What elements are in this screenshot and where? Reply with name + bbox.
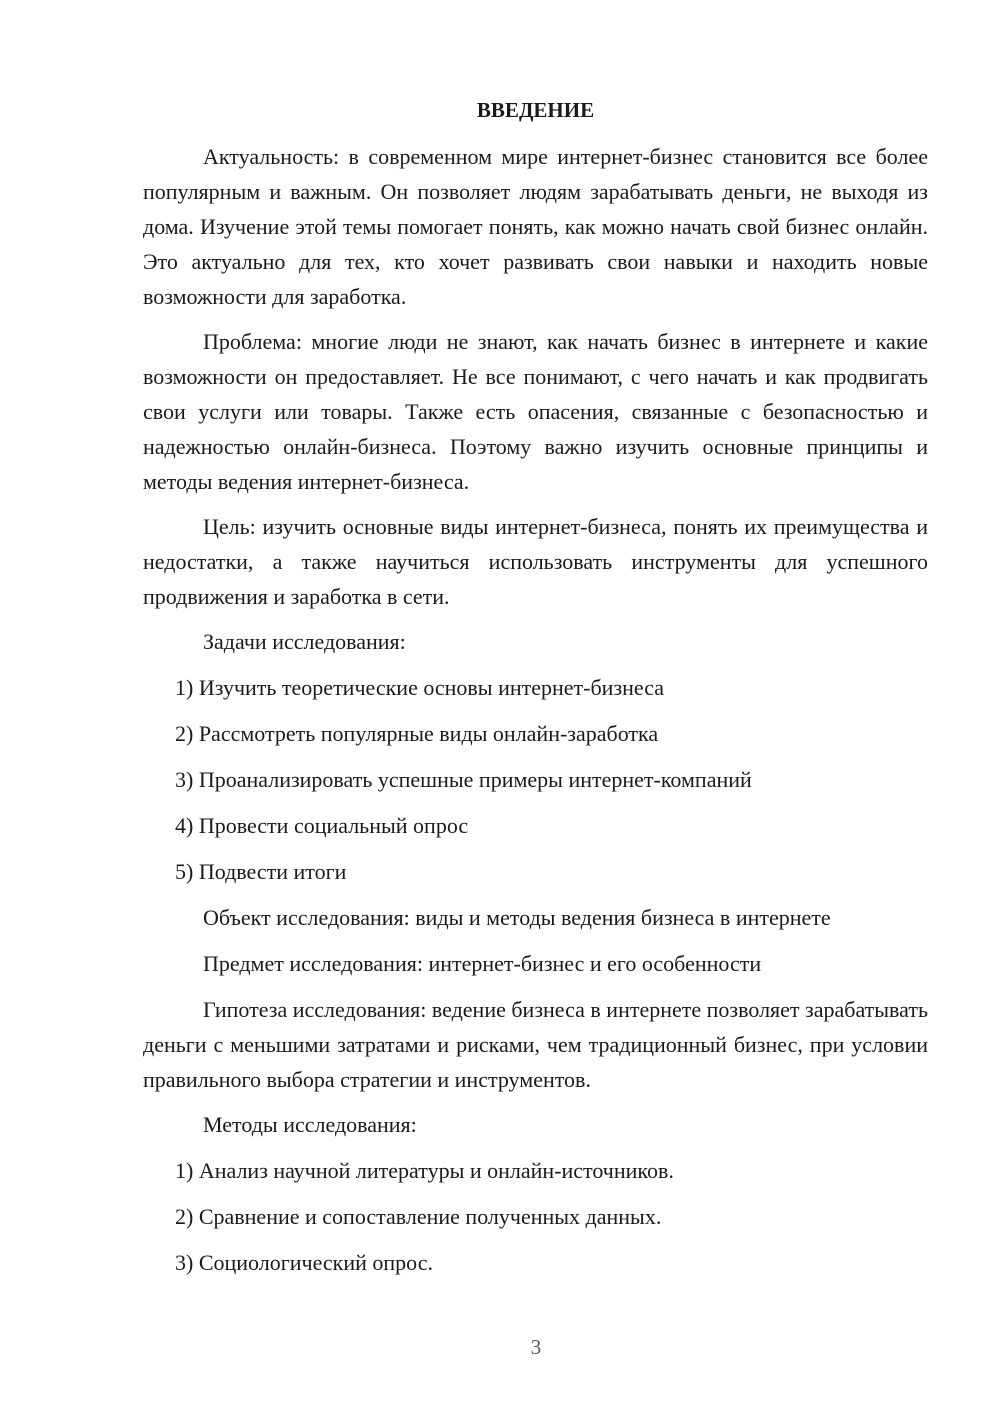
method-item: 1) Анализ научной литературы и онлайн-источников. [175,1158,674,1183]
method-item: 3) Социологический опрос. [175,1250,433,1275]
page-number: 3 [530,1335,542,1359]
hypothesis-paragraph: Гипотеза исследования: ведение бизнеса в интернете позволяет зарабатывать деньги с меньшими затратами и рисками, чем традиционный бизнес, при условии правильного выбора стратегии и инструментов. [143,997,928,1092]
section-title: ВВЕДЕНИЕ [476,98,595,122]
task-item: 1) Изучить теоретические основы интернет-бизнеса [175,675,665,700]
object-paragraph: Объект исследования: виды и методы ведения бизнеса в интернете [203,905,831,930]
task-item: 5) Подвести итоги [175,859,347,884]
tasks-list [143,670,928,889]
methods-list [143,1153,928,1280]
problem-paragraph: Проблема: многие люди не знают, как начать бизнес в интернете и какие возможности он предоставляет. Не все понимают, с чего начать и как продвигать свои услуги или товары. Также есть опасения, связанные с безопасностью и надежностью онлайн-бизнеса. Поэтому важно изучить основные принципы и методы ведения интернет-бизнеса. [143,329,928,494]
method-item: 2) Сравнение и сопоставление полученных данных. [175,1204,662,1229]
page-content [143,96,928,1291]
methods-heading: Методы исследования: [203,1112,417,1137]
goal-paragraph: Цель: изучить основные виды интернет-бизнеса, понять их преимущества и недостатки, а также научиться использовать инструменты для успешного продвижения и заработка в сети. [143,514,928,609]
relevance-paragraph: Актуальность: в современном мире интернет-бизнес становится все более популярным и важным. Он позволяет людям зарабатывать деньги, не выходя из дома. Изучение этой темы помогает понять, как можно начать свой бизнес онлайн. Это актуально для тех, кто хочет развивать свои навыки и находить новые возможности для заработка. [143,144,928,309]
tasks-heading: Задачи исследования: [203,629,406,654]
task-item: 2) Рассмотреть популярные виды онлайн-заработка [175,721,659,746]
subject-paragraph: Предмет исследования: интернет-бизнес и его особенности [203,951,762,976]
task-item: 4) Провести социальный опрос [175,813,469,838]
task-item: 3) Проанализировать успешные примеры интернет-компаний [175,767,752,792]
